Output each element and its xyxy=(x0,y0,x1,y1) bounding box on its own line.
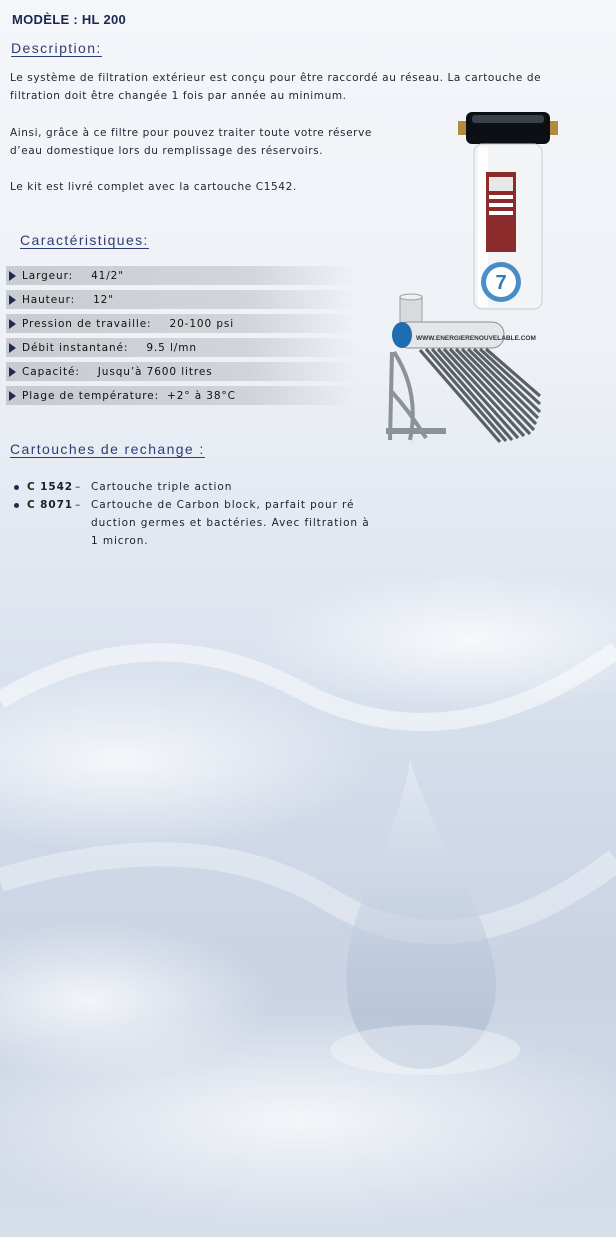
cartridge-dash: – xyxy=(75,499,82,511)
bullet-icon xyxy=(14,485,19,490)
cartridge-dash: – xyxy=(75,481,82,493)
water-filter-image xyxy=(456,107,560,315)
list-item xyxy=(14,478,391,496)
spec-row-temperature xyxy=(6,386,356,405)
cartridge-description: Cartouche de Carbon block, parfait pour ré duction germes et bactéries. Avec filtration à 1 micron. xyxy=(91,499,370,547)
arrow-right-icon xyxy=(9,295,16,305)
spec-row-pressure xyxy=(6,314,356,333)
arrow-right-icon xyxy=(9,367,16,377)
spec-label: Hauteur: xyxy=(22,293,76,306)
cartridge-code: C 1542 xyxy=(27,481,73,493)
spec-value: 20-100 psi xyxy=(169,317,235,330)
spec-row-height xyxy=(6,290,356,309)
spec-label: Capacité: xyxy=(22,365,80,378)
spec-label: Plage de température: xyxy=(22,389,160,402)
spec-row-width xyxy=(6,266,356,285)
spec-label: Pression de travaille: xyxy=(22,317,152,330)
spec-label: Largeur: xyxy=(22,269,74,282)
filter-badge-number: 7 xyxy=(495,272,507,294)
specs-heading: Caractéristiques: xyxy=(20,232,149,248)
spec-row-capacity xyxy=(6,362,356,381)
cartridge-description: Cartouche triple action xyxy=(91,481,233,493)
spec-value: 9.5 l/mn xyxy=(146,341,197,354)
arrow-right-icon xyxy=(9,391,16,401)
spec-value: +2° à 38°C xyxy=(167,389,236,402)
spec-label: Débit instantané: xyxy=(22,341,129,354)
cartridges-heading: Cartouches de rechange : xyxy=(10,441,205,457)
solar-water-heater-image xyxy=(380,292,542,452)
spec-value: 12" xyxy=(93,293,114,306)
description-paragraph-1: Le système de filtration extérieur est conçu pour être raccordé au réseau. La cartouche de filtration doit être changée 1 fois par année au minimum. xyxy=(10,72,542,102)
model-title: MODÈLE : HL 200 xyxy=(12,12,127,27)
spec-value: Jusqu’à 7600 litres xyxy=(97,365,213,378)
heater-brand-text: WWW.ENERGIERENOUVELABLE.COM xyxy=(416,335,536,342)
cartridges-list xyxy=(14,478,391,550)
spec-row-flow xyxy=(6,338,356,357)
description-heading: Description: xyxy=(11,40,102,56)
arrow-right-icon xyxy=(9,343,16,353)
arrow-right-icon xyxy=(9,271,16,281)
description-paragraph-2: Ainsi, grâce à ce filtre pour pouvez traiter toute votre réserve d’eau domestique lors du remplissage des réservoirs. xyxy=(10,127,372,157)
bullet-icon xyxy=(14,503,19,508)
cartridge-code: C 8071 xyxy=(27,499,73,511)
spec-value: 41/2" xyxy=(91,269,124,282)
list-item xyxy=(14,496,391,550)
description-paragraph-3: Le kit est livré complet avec la cartouche C1542. xyxy=(10,181,297,193)
arrow-right-icon xyxy=(9,319,16,329)
